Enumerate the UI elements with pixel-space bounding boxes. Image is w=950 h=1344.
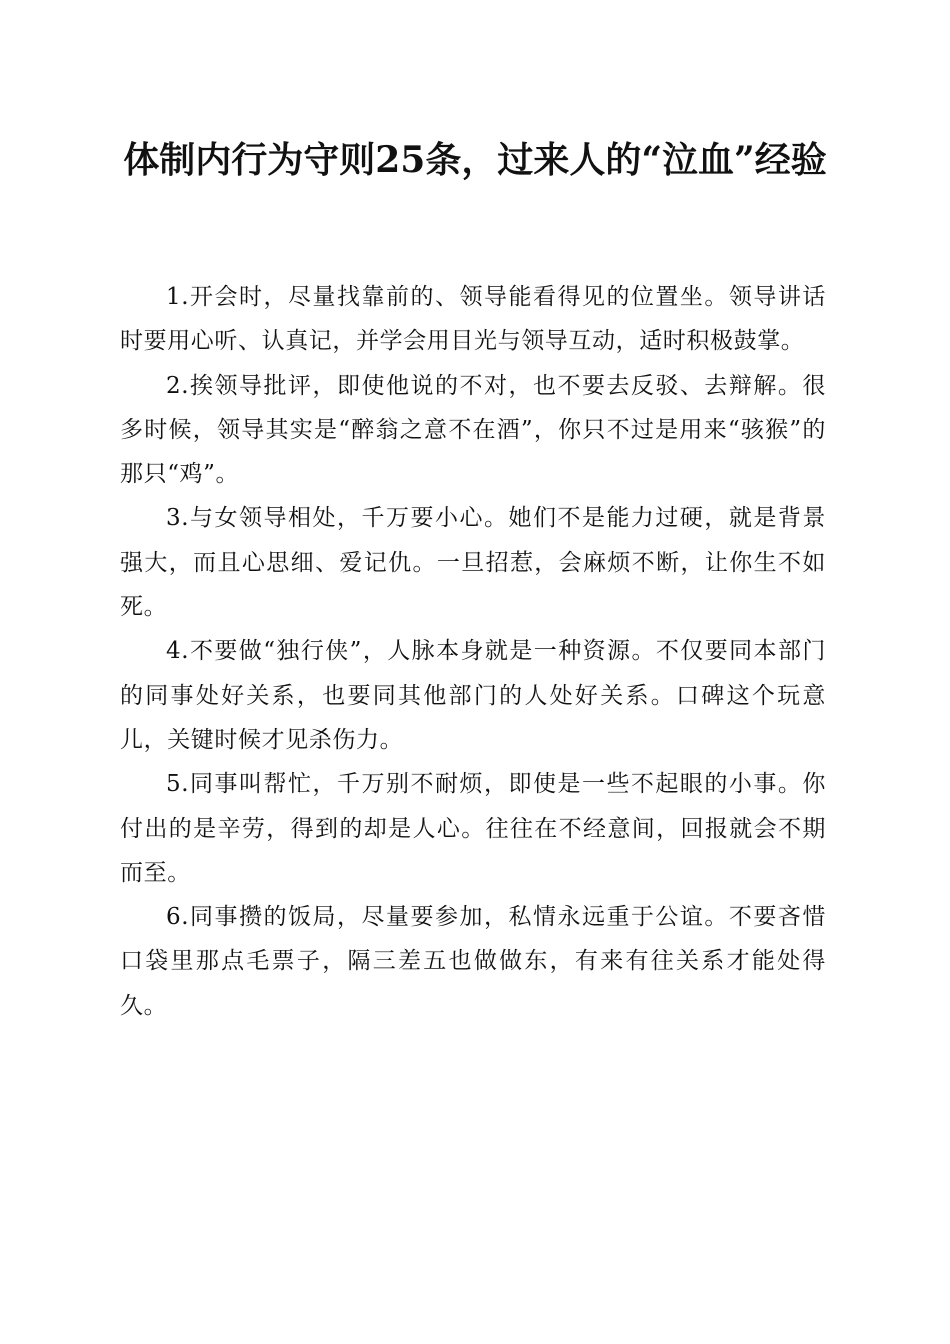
document-title: 体制内行为守则25条，过来人的“泣血”经验 xyxy=(123,139,827,181)
paragraph-3: 3.与女领导相处，千万要小心。她们不是能力过硬，就是背景强大，而且心思细、爱记仇。一旦招惹，会麻烦不断，让你生不如死。 xyxy=(120,505,826,621)
paragraph-2: 2.挨领导批评，即使他说的不对，也不要去反驳、去辩解。很多时候，领导其实是“醉翁之意不在酒”，你只不过是用来“骇猴”的那只“鸡”。 xyxy=(120,372,826,488)
document-body xyxy=(120,275,826,1028)
paragraph-4: 4.不要做“独行侠”，人脉本身就是一种资源。不仅要同本部门的同事处好关系，也要同其他部门的人处好关系。口碑这个玩意儿，关键时候才见杀伤力。 xyxy=(120,638,826,753)
paragraph-1: 1.开会时，尽量找靠前的、领导能看得见的位置坐。领导讲话时要用心听、认真记，并学会用目光与领导互动，适时积极鼓掌。 xyxy=(120,284,826,355)
paragraph-6: 6.同事攒的饭局，尽量要参加，私情永远重于公谊。不要吝惜口袋里那点毛票子，隔三差五也做做东，有来有往关系才能处得久。 xyxy=(120,904,826,1019)
paragraph-5: 5.同事叫帮忙，千万别不耐烦，即使是一些不起眼的小事。你付出的是辛劳，得到的却是人心。往往在不经意间，回报就会不期而至。 xyxy=(120,771,826,886)
